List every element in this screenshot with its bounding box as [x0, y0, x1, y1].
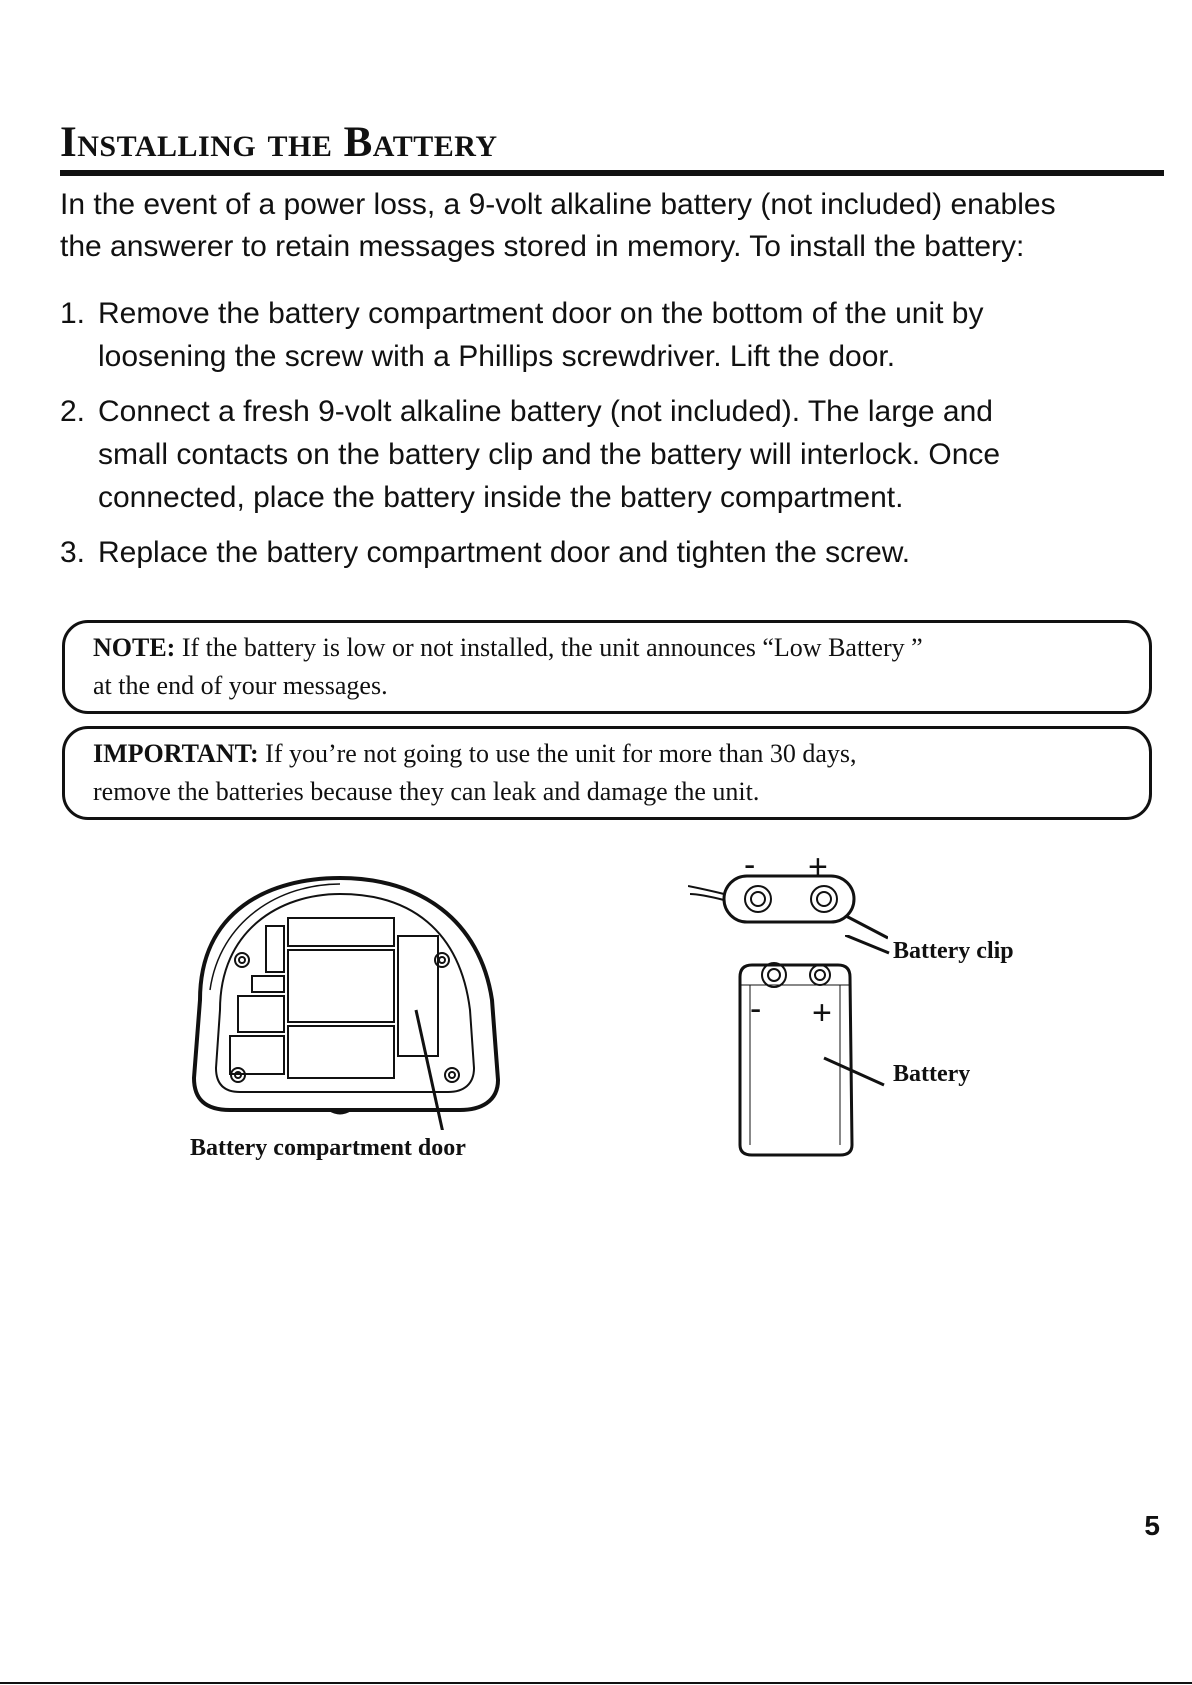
important-text: If you’re not going to use the unit for more than 30 days, — [265, 739, 857, 768]
page-heading: Installing the Battery — [60, 119, 498, 166]
nine-volt-battery-illustration — [728, 955, 971, 1165]
step-line: loosening the screw with a Phillips screwdriver. Lift the door. — [98, 340, 896, 373]
battery-minus-sign: - — [750, 990, 762, 1028]
steps-list — [60, 292, 1164, 586]
step-item — [60, 531, 1164, 574]
clip-minus-sign: - — [744, 846, 756, 884]
unit-underside-illustration — [180, 870, 520, 1130]
battery-plus-sign: + — [812, 994, 832, 1032]
intro-line: the answerer to retain messages stored in memory. To install the battery: — [60, 230, 1025, 263]
step-item — [60, 390, 1164, 519]
intro-paragraph — [60, 184, 1170, 268]
note-box — [62, 620, 1152, 714]
clip-plus-sign: + — [808, 848, 828, 886]
step-item — [60, 292, 1164, 378]
clip-pointer — [845, 935, 895, 955]
heading-rule — [60, 170, 1164, 176]
step-line: Connect a fresh 9-volt alkaline battery (not included). The large and — [98, 395, 993, 428]
step-number: 1. — [60, 297, 86, 330]
note-line — [93, 629, 1125, 667]
step-line: Replace the battery compartment door and tighten the screw. — [98, 536, 911, 569]
intro-line: In the event of a power loss, a 9-volt alkaline battery (not included) enables — [60, 188, 1056, 221]
step-number: 3. — [60, 536, 86, 569]
door-label: Battery compartment door — [190, 1135, 466, 1161]
important-line — [93, 735, 1125, 773]
page-number: 5 — [1144, 1510, 1160, 1541]
note-text: If the battery is low or not installed, the unit announces “Low Battery ” — [181, 633, 923, 662]
bottom-rule — [0, 1682, 1192, 1684]
note-label: NOTE: — [93, 633, 176, 662]
step-line: Remove the battery compartment door on the bottom of the unit by — [98, 297, 984, 330]
battery-label: Battery — [893, 1061, 971, 1087]
step-number: 2. — [60, 395, 86, 428]
step-line: small contacts on the battery clip and the battery will interlock. Once — [98, 438, 1001, 471]
battery-clip-illustration — [688, 850, 888, 940]
step-line: connected, place the battery inside the battery compartment. — [98, 481, 904, 514]
important-label: IMPORTANT: — [93, 739, 259, 768]
note-line: at the end of your messages. — [93, 671, 388, 700]
important-line: remove the batteries because they can leak and damage the unit. — [93, 777, 760, 806]
clip-label: Battery clip — [893, 938, 1014, 964]
important-box — [62, 726, 1152, 820]
